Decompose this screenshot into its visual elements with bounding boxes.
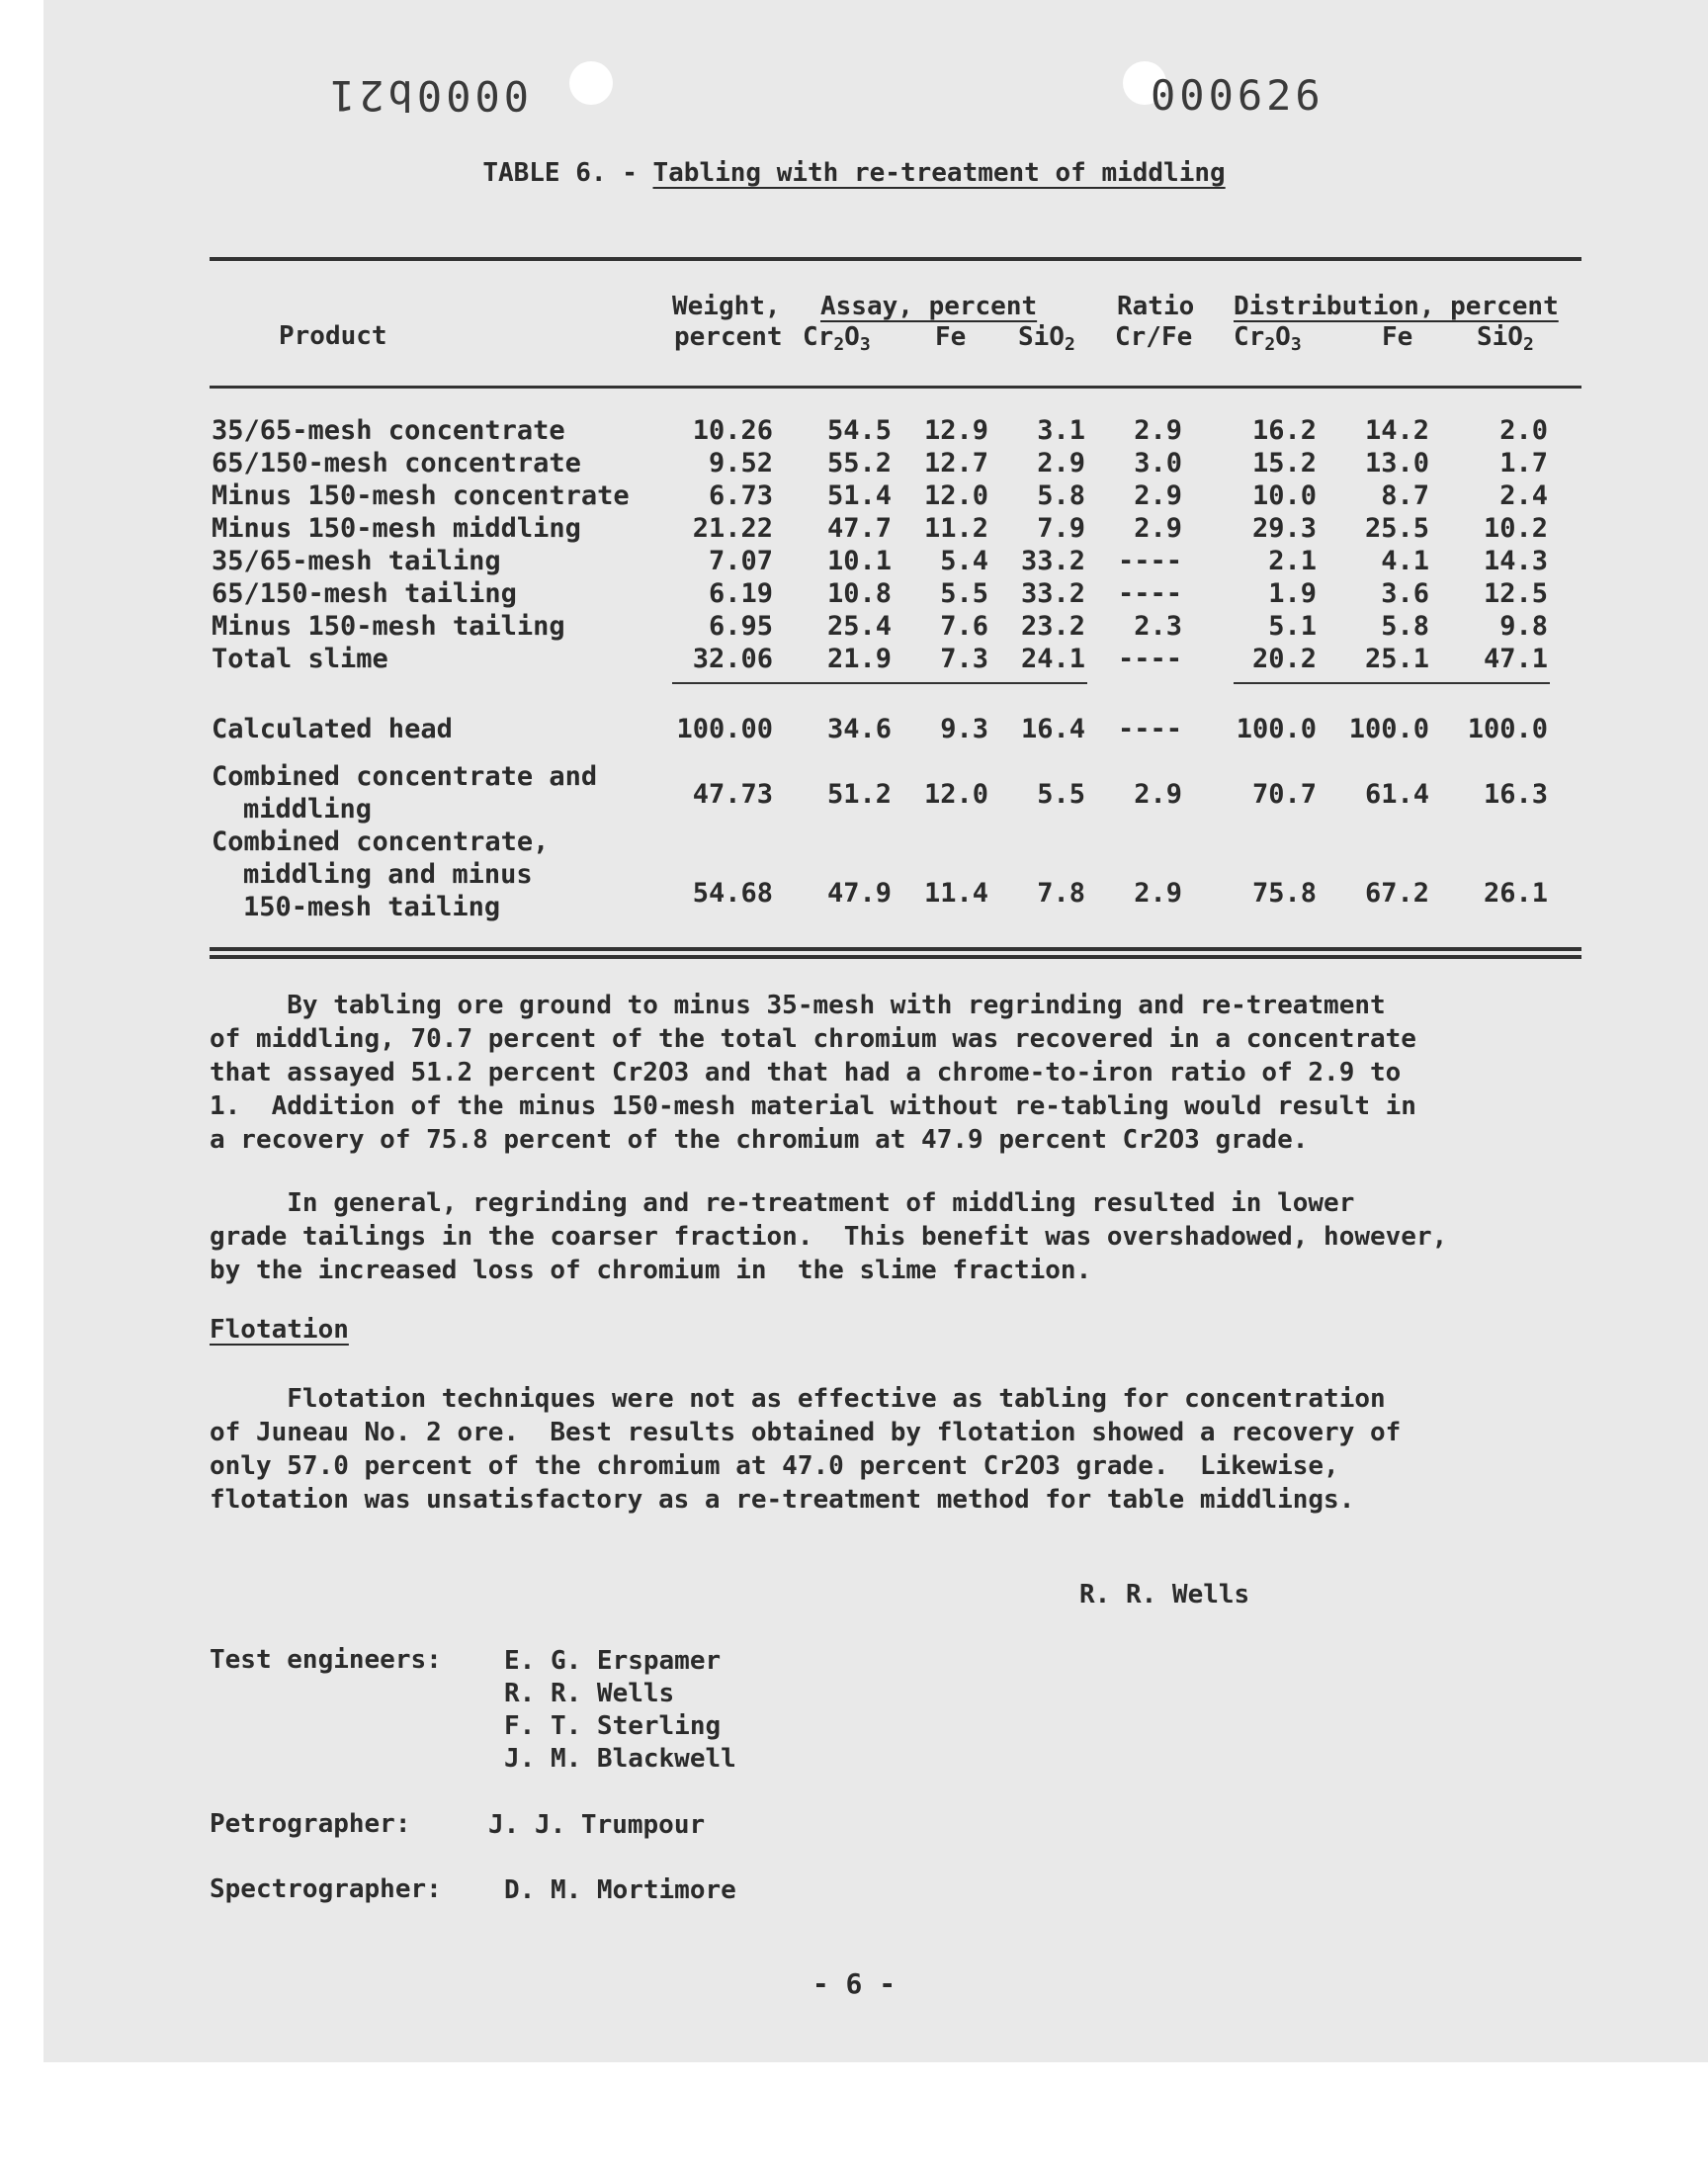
header-weight-top: Weight, <box>672 292 781 321</box>
header-dist-cr2o3 <box>1234 322 1302 355</box>
weight-cell: 21.22 <box>692 513 773 544</box>
cr2o3-cell: 47.7 <box>826 513 892 544</box>
d_sio2-cell: 2.0 <box>1499 415 1548 446</box>
test-engineers-label: Test engineers: <box>210 1645 442 1675</box>
paragraph-flotation: Flotation techniques were not as effective as tabling for concentration of Juneau No. 2 ore. Best results obtained by flotation showed a recovery of only 57.0 percent of the chromium at 47.0 percent Cr2O3 grade. Likewise, flotation was unsatisfactory as a re-treatment method for table middlings. <box>210 1384 1402 1515</box>
header-cr-text: Cr <box>803 322 834 352</box>
cr2o3-cell: 55.2 <box>826 448 892 478</box>
product-cell: Minus 150-mesh tailing <box>212 611 565 642</box>
d_sio2-cell: 1.7 <box>1499 448 1548 478</box>
cr2o3-cell: 54.5 <box>826 415 892 446</box>
cr2o3-cell: 51.4 <box>826 480 892 511</box>
test-engineer-name: R. R. Wells <box>504 1679 675 1708</box>
d_sio2-cell: 12.5 <box>1483 578 1548 609</box>
weight-summary-cell: 47.73 <box>692 779 773 810</box>
d_sio2-cell: 47.1 <box>1483 644 1548 674</box>
table-title-prefix: TABLE 6. - <box>482 158 653 188</box>
d_fe-summary-cell: 67.2 <box>1364 878 1429 909</box>
header-dcr-text: Cr <box>1234 322 1265 352</box>
weight-cell: 10.26 <box>692 415 773 446</box>
header-assay-cr2o3 <box>803 322 871 355</box>
cr2o3-cell: 10.1 <box>826 546 892 576</box>
punch-hole-left <box>569 61 613 105</box>
summary-label-line1: Combined concentrate, <box>212 826 550 857</box>
weight-cell: 6.95 <box>708 611 773 642</box>
cr2o3-summary-cell: 51.2 <box>826 779 892 810</box>
weight-cell: 6.73 <box>708 480 773 511</box>
product-cell: 35/65-mesh concentrate <box>212 415 565 446</box>
page-number: - 6 - <box>811 1967 897 2000</box>
header-dsio-sub: 2 <box>1522 334 1534 355</box>
ratio-cell: 2.3 <box>1134 611 1182 642</box>
ratio-cell: 2.9 <box>1134 513 1182 544</box>
total-underline-dist <box>1234 682 1550 684</box>
ratio-summary-cell: 2.9 <box>1134 878 1182 909</box>
sio2-cell: 23.2 <box>1020 611 1085 642</box>
paragraph-regrinding: In general, regrinding and re-treatment of middling resulted in lower grade tailings in the coarser fraction. This benefit was overshadowed, however, by the increased loss of chromium in the slime fraction. <box>210 1188 1448 1285</box>
header-product: Product <box>279 321 387 351</box>
cr2o3-cell: 10.8 <box>826 578 892 609</box>
fe-cell: 12.0 <box>923 480 988 511</box>
weight-summary-cell: 100.00 <box>676 714 773 744</box>
ratio-cell: ---- <box>1117 578 1182 609</box>
d_cr2o3-cell: 16.2 <box>1251 415 1317 446</box>
petrographer-label: Petrographer: <box>210 1809 411 1839</box>
table-top-rule <box>210 257 1581 261</box>
weight-cell: 9.52 <box>708 448 773 478</box>
product-cell: 35/65-mesh tailing <box>212 546 501 576</box>
d_sio2-cell: 9.8 <box>1499 611 1548 642</box>
d_fe-cell: 13.0 <box>1364 448 1429 478</box>
d_fe-summary-cell: 61.4 <box>1364 779 1429 810</box>
d_cr2o3-summary-cell: 75.8 <box>1251 878 1317 909</box>
d_cr2o3-summary-cell: 100.0 <box>1236 714 1317 744</box>
d_fe-cell: 14.2 <box>1364 415 1429 446</box>
d_cr2o3-cell: 10.0 <box>1251 480 1317 511</box>
product-cell: Minus 150-mesh middling <box>212 513 581 544</box>
d_sio2-summary-cell: 26.1 <box>1483 878 1548 909</box>
header-ratio-bottom: Cr/Fe <box>1115 322 1193 352</box>
cr2o3-summary-cell: 34.6 <box>826 714 892 744</box>
ratio-cell: ---- <box>1117 546 1182 576</box>
table-header-rule <box>210 386 1581 389</box>
product-cell: Minus 150-mesh concentrate <box>212 480 630 511</box>
weight-cell: 6.19 <box>708 578 773 609</box>
product-cell: Total slime <box>212 644 388 674</box>
weight-cell: 32.06 <box>692 644 773 674</box>
d_sio2-summary-cell: 100.0 <box>1467 714 1548 744</box>
d_cr2o3-cell: 29.3 <box>1251 513 1317 544</box>
d_cr2o3-cell: 1.9 <box>1268 578 1317 609</box>
header-o-text: O <box>844 322 860 352</box>
header-cr-sub: 2 <box>833 334 845 355</box>
paragraph-tabling-summary: By tabling ore ground to minus 35-mesh with regrinding and re-treatment of middling, 70.7 percent of the total chromium was recovered in a concentrate that assayed 51.2 percent Cr2O3 and that had a chrome-to-iron ratio of 2.9 to 1. Addition of the minus 150-mesh material without re-tabling would result in a recovery of 75.8 percent of the chromium at 47.9 percent Cr2O3 grade. <box>210 991 1416 1155</box>
d_sio2-summary-cell: 16.3 <box>1483 779 1548 810</box>
fe-summary-cell: 11.4 <box>923 878 988 909</box>
weight-summary-cell: 54.68 <box>692 878 773 909</box>
header-o-sub: 3 <box>859 334 871 355</box>
sio2-cell: 2.9 <box>1037 448 1085 478</box>
ratio-cell: 2.9 <box>1134 415 1182 446</box>
spectrographer-label: Spectrographer: <box>210 1874 442 1904</box>
cr2o3-summary-cell: 47.9 <box>826 878 892 909</box>
header-assay-fe: Fe <box>935 322 967 352</box>
header-do-sub: 3 <box>1290 334 1302 355</box>
d_fe-summary-cell: 100.0 <box>1348 714 1429 744</box>
total-underline-assay <box>672 682 1087 684</box>
summary-label-line2: middling and minus <box>243 859 533 890</box>
sio2-summary-cell: 5.5 <box>1037 779 1085 810</box>
d_sio2-cell: 14.3 <box>1483 546 1548 576</box>
d_fe-cell: 3.6 <box>1381 578 1429 609</box>
header-assay-sio2 <box>1018 322 1075 355</box>
sio2-cell: 3.1 <box>1037 415 1085 446</box>
table-title <box>0 158 1708 188</box>
ratio-cell: 2.9 <box>1134 480 1182 511</box>
fe-cell: 12.7 <box>923 448 988 478</box>
header-do-text: O <box>1275 322 1291 352</box>
d_sio2-cell: 2.4 <box>1499 480 1548 511</box>
d_cr2o3-cell: 15.2 <box>1251 448 1317 478</box>
d_fe-cell: 5.8 <box>1381 611 1429 642</box>
d_fe-cell: 25.1 <box>1364 644 1429 674</box>
header-sio-text: SiO <box>1018 322 1065 352</box>
d_fe-cell: 8.7 <box>1381 480 1429 511</box>
d_cr2o3-summary-cell: 70.7 <box>1251 779 1317 810</box>
cr2o3-cell: 21.9 <box>826 644 892 674</box>
weight-cell: 7.07 <box>708 546 773 576</box>
sio2-summary-cell: 7.8 <box>1037 878 1085 909</box>
fe-cell: 5.4 <box>940 546 988 576</box>
cr2o3-cell: 25.4 <box>826 611 892 642</box>
author-signature: R. R. Wells <box>1079 1580 1250 1610</box>
header-dist-sio2 <box>1477 322 1534 355</box>
sio2-cell: 5.8 <box>1037 480 1085 511</box>
fe-summary-cell: 12.0 <box>923 779 988 810</box>
summary-label-line3: 150-mesh tailing <box>243 892 501 922</box>
header-dist-fe: Fe <box>1382 322 1413 352</box>
fe-cell: 7.3 <box>940 644 988 674</box>
test-engineer-name: F. T. Sterling <box>504 1711 722 1741</box>
header-dcr-sub: 2 <box>1264 334 1276 355</box>
header-distribution-group: Distribution, percent <box>1234 292 1559 321</box>
ratio-summary-cell: ---- <box>1117 714 1182 744</box>
summary-label-line2: middling <box>243 794 373 825</box>
sio2-cell: 24.1 <box>1020 644 1085 674</box>
d_fe-cell: 4.1 <box>1381 546 1429 576</box>
sio2-cell: 33.2 <box>1020 578 1085 609</box>
summary-label-line1: Combined concentrate and <box>212 761 598 792</box>
fe-cell: 11.2 <box>923 513 988 544</box>
d_cr2o3-cell: 20.2 <box>1251 644 1317 674</box>
header-sio-sub: 2 <box>1064 334 1075 355</box>
ratio-cell: 3.0 <box>1134 448 1182 478</box>
fe-cell: 5.5 <box>940 578 988 609</box>
sio2-cell: 7.9 <box>1037 513 1085 544</box>
product-cell: 65/150-mesh tailing <box>212 578 517 609</box>
sio2-cell: 33.2 <box>1020 546 1085 576</box>
ratio-summary-cell: 2.9 <box>1134 779 1182 810</box>
table-bottom-rule-1 <box>210 947 1581 951</box>
d_cr2o3-cell: 5.1 <box>1268 611 1317 642</box>
test-engineer-name: J. M. Blackwell <box>504 1744 736 1774</box>
d_cr2o3-cell: 2.1 <box>1268 546 1317 576</box>
header-ratio-top: Ratio <box>1117 292 1195 321</box>
section-heading-flotation: Flotation <box>210 1315 349 1345</box>
test-engineers-list <box>504 1645 736 1776</box>
header-dsio-text: SiO <box>1477 322 1523 352</box>
table-bottom-rule-2 <box>210 955 1581 959</box>
d_sio2-cell: 10.2 <box>1483 513 1548 544</box>
summary-label-line1: Calculated head <box>212 714 453 744</box>
fe-cell: 7.6 <box>940 611 988 642</box>
d_fe-cell: 25.5 <box>1364 513 1429 544</box>
petrographer-name: J. J. Trumpour <box>488 1810 706 1840</box>
header-weight-bottom: percent <box>674 322 783 352</box>
spectrographer-name: D. M. Mortimore <box>504 1875 736 1905</box>
ratio-cell: ---- <box>1117 644 1182 674</box>
test-engineer-name: E. G. Erspamer <box>504 1646 722 1676</box>
header-assay-group: Assay, percent <box>820 292 1038 321</box>
fe-summary-cell: 9.3 <box>940 714 988 744</box>
page-stamp-left: 0000b21 <box>326 71 530 120</box>
sio2-summary-cell: 16.4 <box>1020 714 1085 744</box>
table-title-text: Tabling with re-treatment of middling <box>652 158 1226 188</box>
fe-cell: 12.9 <box>923 415 988 446</box>
page-stamp-right: 000626 <box>1151 71 1324 120</box>
product-cell: 65/150-mesh concentrate <box>212 448 581 478</box>
